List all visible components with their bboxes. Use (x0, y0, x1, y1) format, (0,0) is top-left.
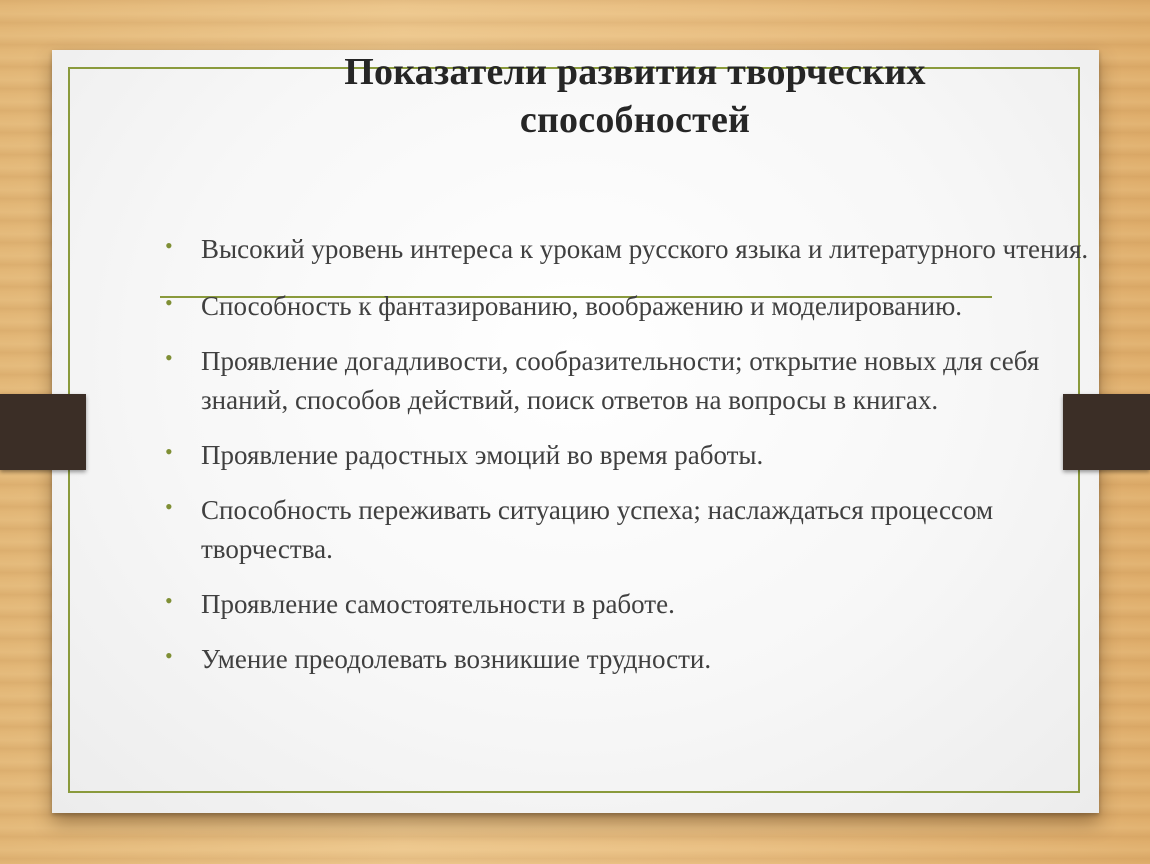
bullet-icon: • (165, 643, 173, 668)
list-item-text: Способность переживать ситуацию успеха; наслаждаться процессом творчества. (201, 495, 994, 564)
list-item-text: Высокий уровень интереса к урокам русского языка и литературного чтения. (201, 234, 1089, 264)
list-item-text: Умение преодолевать возникшие трудности. (201, 644, 712, 674)
list-item (165, 230, 1115, 269)
list-item-text: Проявление радостных эмоций во время работы. (201, 440, 764, 470)
list-item (165, 491, 1115, 569)
slide-title (200, 48, 1070, 144)
list-item-text: Способность к фантазированию, воображению и моделированию. (201, 291, 963, 321)
list-item (165, 640, 1115, 679)
list-item (165, 287, 1115, 326)
right-binder-tab (1063, 394, 1150, 470)
left-binder-tab (0, 394, 86, 470)
list-item (165, 436, 1115, 475)
list-item-text: Проявление самостоятельности в работе. (201, 589, 675, 619)
bullet-icon: • (165, 494, 173, 519)
bullet-list (165, 230, 1115, 679)
bullet-icon: • (165, 345, 173, 370)
list-item-text: Проявление догадливости, сообразительности; открытие новых для себя знаний, способов действий, поиск ответов на вопросы в книгах. (201, 346, 1040, 415)
bullet-icon: • (165, 439, 173, 464)
bullet-icon: • (165, 233, 173, 258)
list-item (165, 342, 1115, 420)
bullet-icon: • (165, 588, 173, 613)
bullet-icon: • (165, 290, 173, 315)
title-line-2: способностей (519, 99, 751, 141)
list-item (165, 585, 1115, 624)
title-line-1: Показатели развития творческих (344, 51, 926, 93)
